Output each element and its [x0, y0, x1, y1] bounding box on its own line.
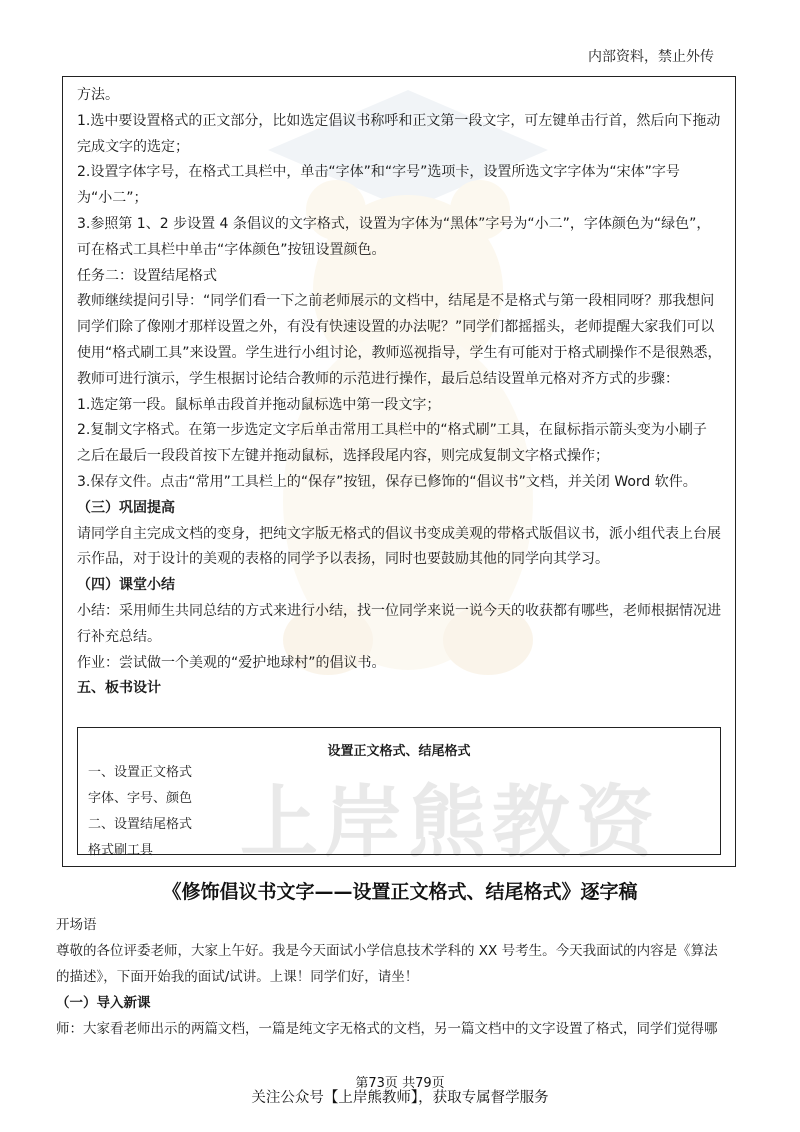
lesson-plan-content [77, 83, 727, 702]
text-line: 之后在最后一段段首按下左键并拖动鼠标，选择段尾内容，则完成复制文字格式操作； [77, 448, 609, 465]
text-line: 可在格式工具栏中单击“字体颜色”按钮设置颜色。 [77, 241, 386, 258]
lesson-plan-box [62, 76, 736, 867]
script-title: 《修饰倡议书文字——设置正文格式、结尾格式》逐字稿 [162, 881, 638, 903]
text-line: 的描述》，下面开始我的面试/试讲。上课！同学们好，请坐！ [56, 969, 419, 985]
follow-note: 关注公众号【上岸熊教师】，获取专属督学服务 [251, 1090, 549, 1106]
text-line: 使用“格式刷工具”来设置。学生进行小组讨论，教师巡视指导，学生有可能对于格式刷操作不是很熟悉， [77, 344, 722, 361]
text-line: 尊敬的各位评委老师，大家上午好。我是今天面试小学信息技术学科的 XX 号考生。今天我面试的内容是《算法 [56, 943, 718, 959]
watermark-text: 上岸熊教资 [240, 778, 661, 868]
text-line: 示作品，对于设计的美观的表格的同学予以表扬，同时也要鼓励其他的同学向其学习。 [77, 551, 609, 568]
text-line: 1.选定第一段。鼠标单击段首并拖动鼠标选中第一段文字； [77, 396, 441, 413]
section-heading: （一）导入新课 [56, 995, 151, 1011]
confidential-note: 内部资料，禁止外传 [588, 49, 714, 65]
text-line: 任务二：设置结尾格式 [77, 267, 217, 284]
text-line: 2.复制文字格式。在第一步选定文字后单击常用工具栏中的“格式刷”工具，在鼠标指示箭头变为小刷子 [77, 422, 707, 439]
board-item: 格式刷工具 [88, 843, 154, 858]
text-line: 开场语 [56, 917, 97, 933]
text-line: 完成文字的选定； [77, 138, 189, 155]
section-heading: （四）课堂小结 [77, 577, 175, 594]
text-line: 为“小二”； [77, 190, 148, 207]
text-line: 2.设置字体字号，在格式工具栏中，单击“字体”和“字号”选项卡，设置所选文字字体为“宋体”字号 [77, 164, 680, 181]
text-line: 同学们除了像刚才那样设置之外，有没有快速设置的办法呢？”同学们都摇摇头，老师提醒大家我们可以 [77, 319, 715, 336]
blackboard-design-box [77, 727, 721, 858]
board-item: 字体、字号、颜色 [88, 791, 193, 806]
text-line: 师：大家看老师出示的两篇文档，一篇是纯文字无格式的文档，另一篇文档中的文字设置了格式，同学们觉得哪 [56, 1021, 718, 1037]
text-line: 作业：尝试做一个美观的“爱护地球村”的倡议书。 [77, 654, 386, 671]
script-body [56, 912, 746, 1042]
text-line: 教师继续提问引导：“同学们看一下之前老师展示的文档中，结尾是不是格式与第一段相同呀？那我想问 [77, 293, 715, 310]
text-line: 3.参照第 1、2 步设置 4 条倡议的文字格式，设置为字体为“黑体”字号为“小二”，字体颜色为“绿色”， [77, 215, 711, 232]
board-title: 设置正文格式、结尾格式 [327, 744, 471, 759]
text-line: 1.选中要设置格式的正文部分，比如选定倡议书称呼和正文第一段文字，可左键单击行首，然后向下拖动 [77, 112, 721, 129]
text-line: 教师可进行演示，学生根据讨论结合教师的示范进行操作，最后总结设置单元格对齐方式的步骤： [77, 370, 679, 387]
text-line: 小结：采用师生共同总结的方式来进行小结，找一位同学来说一说今天的收获都有哪些，老师根据情况进 [77, 602, 721, 619]
section-heading: （三）巩固提高 [77, 499, 175, 516]
text-line: 方法。 [77, 87, 119, 103]
page-number: 第73页 共79页 [355, 1076, 445, 1091]
text-line: 行补充总结。 [77, 628, 161, 645]
board-item: 一、设置正文格式 [88, 765, 193, 780]
text-line: 请同学自主完成文档的变身，把纯文字版无格式的倡议书变成美观的带格式版倡议书，派小组代表上台展 [77, 525, 721, 542]
section-heading: 五、板书设计 [77, 680, 161, 697]
text-line: 3.保存文件。点击“常用”工具栏上的“保存”按钮，保存已修饰的“倡议书”文档，并关闭 Word 软件。 [77, 473, 697, 490]
board-item: 二、设置结尾格式 [88, 817, 193, 832]
